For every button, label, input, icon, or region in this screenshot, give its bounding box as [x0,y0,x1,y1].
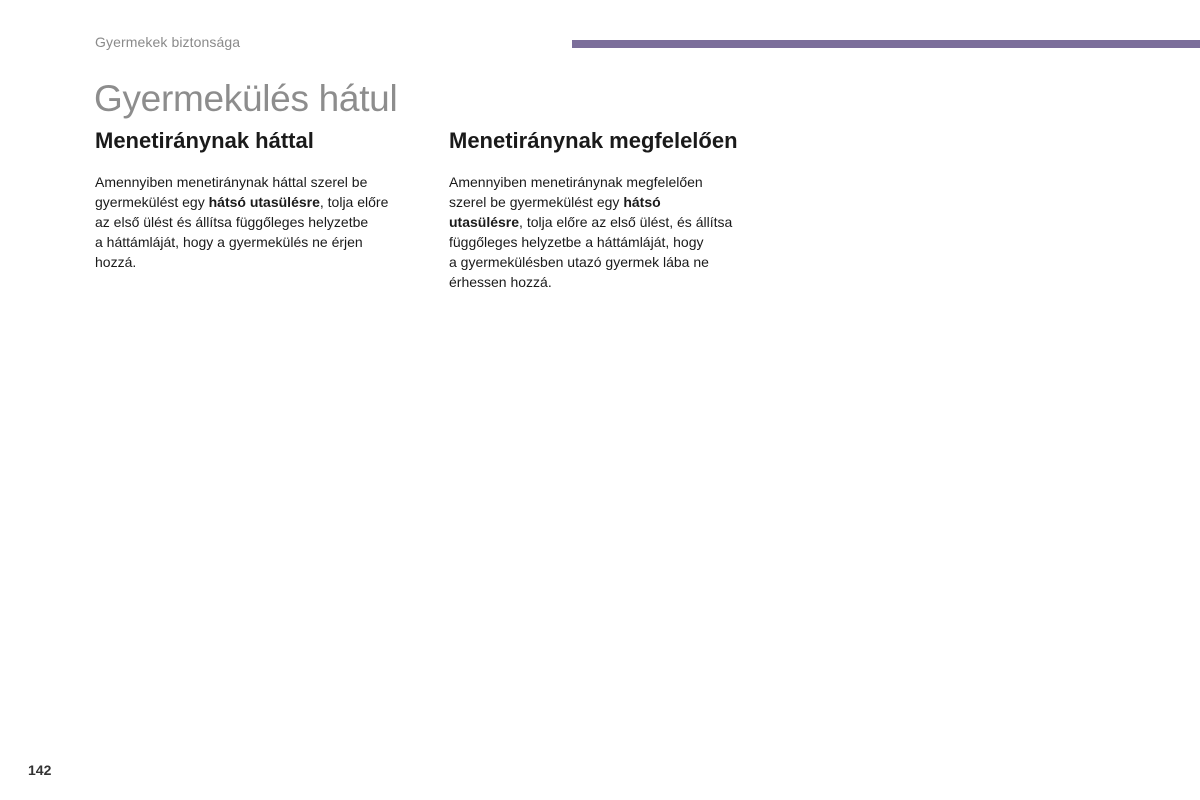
body-line: érhessen hozzá. [449,274,552,290]
column-body [95,172,430,272]
column-rear-facing [95,127,430,272]
body-line: Amennyiben menetiránynak háttal szerel be [95,174,368,190]
body-line: gyermekülést egy hátsó utasülésre, tolja előre [95,194,389,210]
body-line: függőleges helyzetbe a háttámláját, hogy [449,234,704,250]
page-number: 142 [28,762,52,778]
column-heading: Menetiránynak megfelelően [449,128,738,153]
emphasis-text: hátsó [623,194,661,210]
body-line: utasülésre, tolja előre az első ülést, és állítsa [449,214,733,230]
body-line: Amennyiben menetiránynak megfelelően [449,174,703,190]
body-line: szerel be gyermekülést egy hátsó [449,194,661,210]
body-line: hozzá. [95,254,137,270]
body-line: a gyermekülésben utazó gyermek lába ne [449,254,709,270]
section-label: Gyermekek biztonsága [95,34,241,50]
body-line: az első ülést és állítsa függőleges helyzetbe [95,214,369,230]
emphasis-text: utasülésre [449,214,520,230]
body-line: a háttámláját, hogy a gyermekülés ne érjen [95,234,363,250]
emphasis-text: hátsó utasülésre [208,194,320,210]
column-forward-facing [449,127,784,292]
header-bar [572,40,1200,48]
column-body [449,172,784,292]
column-heading: Menetiránynak háttal [95,128,314,153]
page-title: Gyermekülés hátul [94,78,398,119]
